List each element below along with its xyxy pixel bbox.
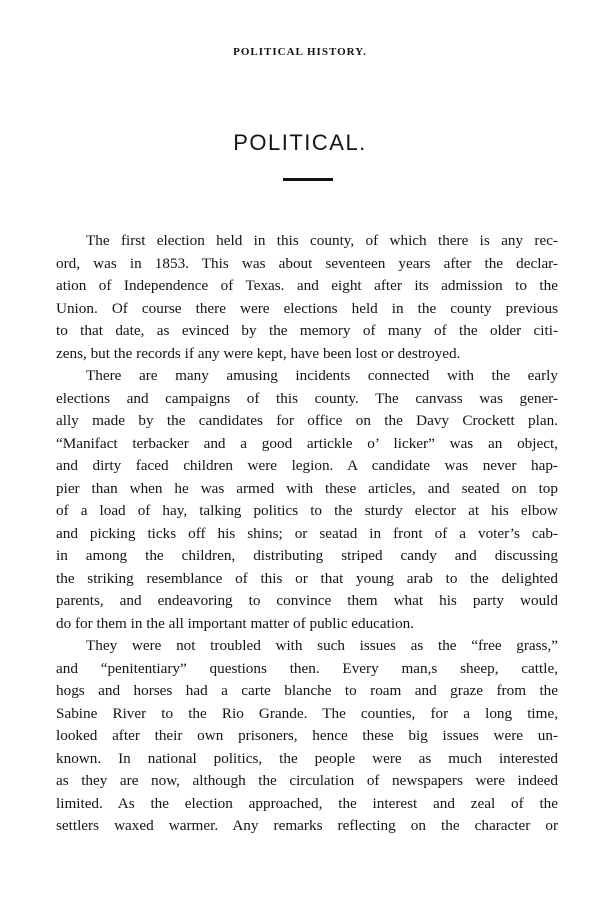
text-line: as they are now, although the circulation of newspapers were indeed: [56, 772, 558, 789]
text-line: ord, was in 1853. This was about seventeen years after the declar-: [56, 254, 558, 272]
text-line: the striking resemblance of this or that young arab to the delighted: [56, 569, 558, 587]
text-line: Union. Of course there were elections held in the county previous: [56, 299, 558, 317]
text-line: settlers waxed warmer. Any remarks reflecting on the character or: [56, 817, 558, 834]
text-line: in among the children, distributing striped candy and discussing: [56, 547, 558, 564]
paragraph: [56, 365, 558, 635]
text-line: Sabine River to the Rio Grande. The counties, for a long time,: [56, 704, 558, 722]
text-line: and dirty faced children were legion. A candidate was never hap-: [56, 457, 558, 474]
text-line: The first election held in this county, of which there is any rec-: [86, 232, 558, 249]
text-line: and “penitentiary” questions then. Every man,s sheep, cattle,: [56, 659, 558, 677]
text-line: zens, but the records if any were kept, have been lost or destroyed.: [56, 344, 461, 362]
text-line: ally made by the candidates for office on the Davy Crockett plan.: [56, 412, 558, 429]
text-line: elections and campaigns of this county. The canvass was gener-: [56, 389, 558, 407]
text-line: do for them in the all important matter of public education.: [56, 614, 415, 632]
paragraph: [56, 635, 558, 838]
text-line: pier than when he was armed with these articles, and seated on top: [56, 479, 558, 497]
text-line: “Manifact terbacker and a good artickle o’ licker” was an object,: [56, 434, 558, 452]
text-line: known. In national politics, the people were as much interested: [56, 749, 558, 767]
text-line: of a load of hay, talking politics to the sturdy elector at his elbow: [56, 502, 558, 519]
body-text: [56, 230, 558, 838]
text-line: parents, and endeavoring to convince them what his party would: [56, 592, 558, 609]
text-line: hogs and horses had a carte blanche to roam and graze from the: [56, 682, 558, 699]
text-line: There are many amusing incidents connected with the early: [86, 367, 558, 384]
text-line: to that date, as evinced by the memory of many of the older citi-: [56, 322, 558, 339]
title-rule: [283, 178, 333, 181]
paragraph: [56, 230, 558, 365]
text-line: ation of Independence of Texas. and eight after its admission to the: [56, 277, 558, 294]
text-line: looked after their own prisoners, hence these big issues were un-: [56, 727, 558, 744]
chapter-title: POLITICAL.: [233, 130, 367, 155]
text-line: limited. As the election approached, the interest and zeal of the: [56, 794, 558, 812]
text-line: They were not troubled with such issues as the “free grass,”: [86, 637, 558, 654]
running-head: POLITICAL HISTORY.: [233, 46, 367, 58]
text-line: and picking ticks off his shins; or seatad in front of a voter’s cab-: [56, 524, 558, 542]
